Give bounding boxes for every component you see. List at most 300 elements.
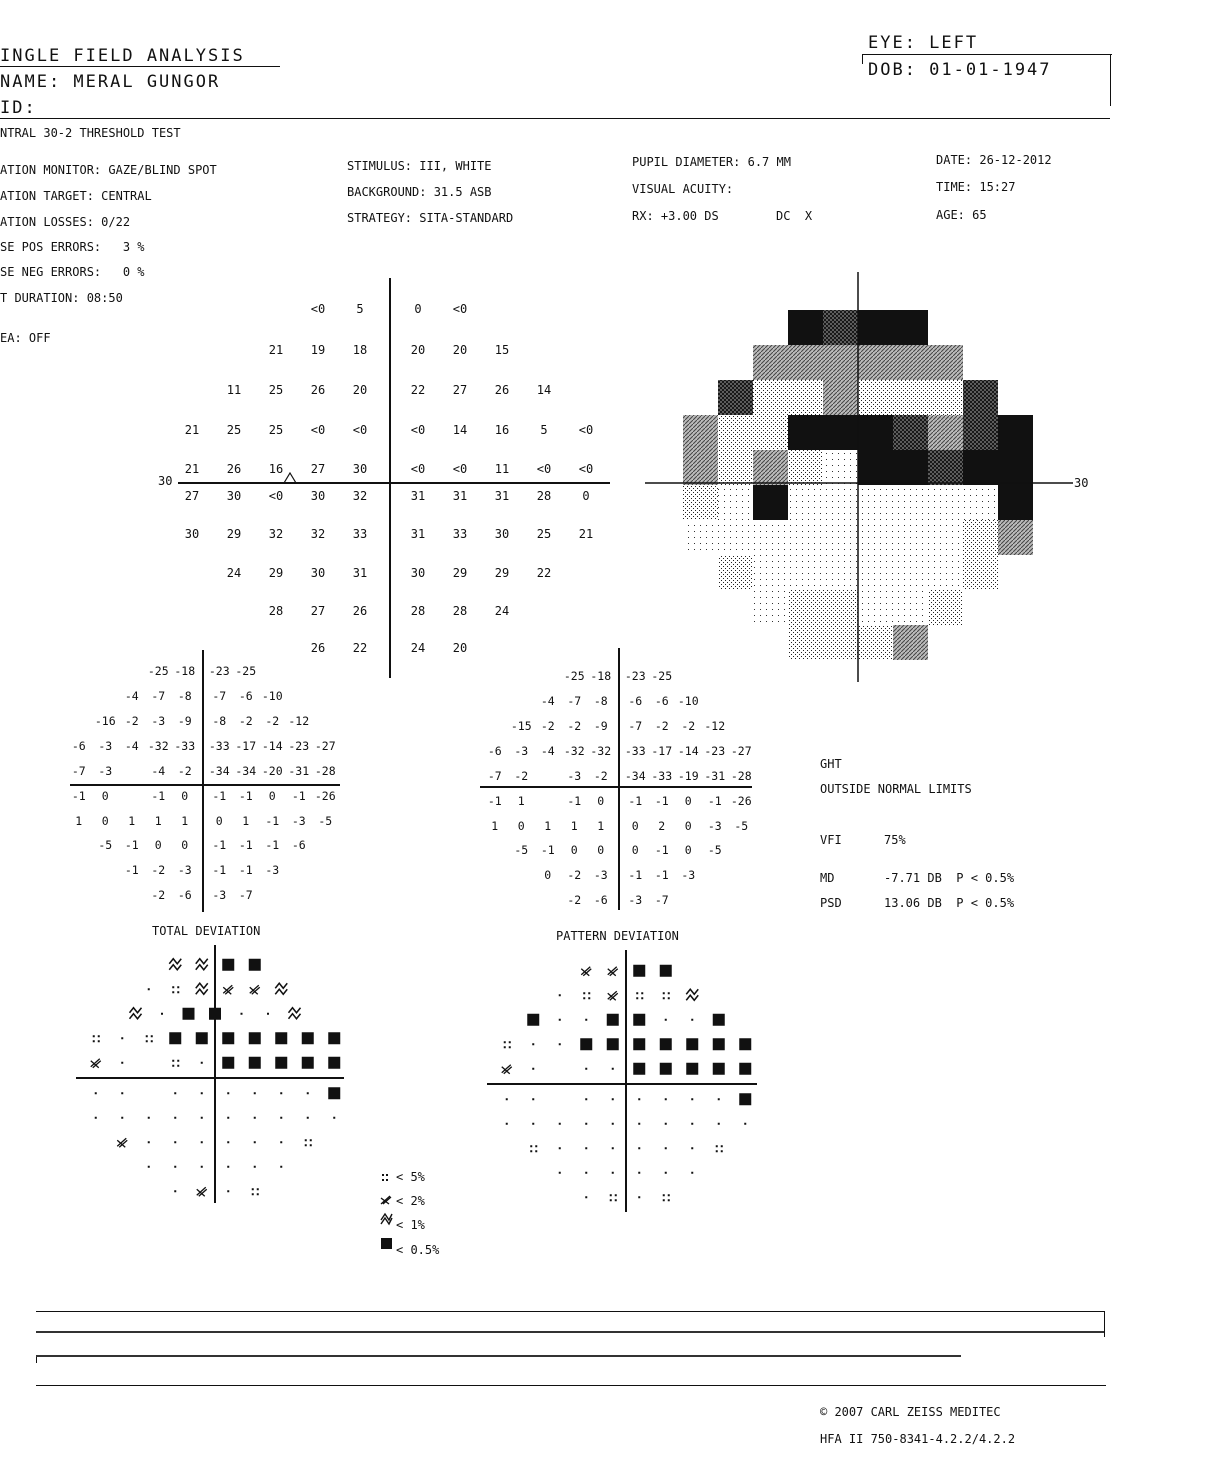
pd-prob-symbol — [607, 1038, 619, 1050]
legend-symbol-1-icon — [381, 1214, 392, 1224]
legend-05: < 0.5% — [396, 1243, 440, 1257]
pd-grid-value: -2 — [681, 719, 696, 733]
td-prob-symbol — [302, 1032, 314, 1044]
td-prob-symbol — [130, 1008, 142, 1019]
threshold-grid-value: 25 — [268, 383, 284, 397]
pd-grid-value: -7 — [567, 694, 582, 708]
td-prob-symbol — [249, 959, 261, 971]
pd-prob-symbol — [530, 1145, 537, 1152]
greyscale-cell — [718, 380, 753, 415]
dob-label: DOB: 01-01-1947 — [868, 60, 1052, 80]
col1-line: ATION MONITOR: GAZE/BLIND SPOT — [0, 163, 217, 177]
greyscale-cell — [858, 345, 893, 380]
greyscale-cell — [858, 520, 893, 555]
threshold-grid-value: 20 — [352, 383, 368, 397]
td-prob-symbol — [280, 1092, 282, 1094]
pd-grid-value: -19 — [677, 769, 699, 783]
threshold-grid-value: 28 — [410, 604, 426, 618]
td-prob-symbol — [91, 1059, 101, 1068]
threshold-grid-value: 28 — [452, 604, 468, 618]
pd-prob-symbol — [718, 1098, 720, 1100]
td-prob-symbol — [209, 1008, 221, 1020]
pd-prob-symbol — [638, 1123, 640, 1125]
col1-line: SE NEG ERRORS: 0 % — [0, 265, 145, 279]
pd-prob-symbol — [691, 1172, 693, 1174]
col1-line: ATION TARGET: CENTRAL — [0, 189, 152, 203]
td-grid-value: -4 — [124, 689, 139, 703]
td-prob-symbol — [201, 1092, 203, 1094]
pd-grid-value: -2 — [514, 769, 529, 783]
pd-prob-symbol — [633, 1038, 645, 1050]
threshold-grid-value: <0 — [410, 423, 426, 437]
td-grid-value: 0 — [181, 838, 189, 852]
threshold-grid-value: 11 — [226, 383, 242, 397]
threshold-grid-value: 32 — [268, 527, 284, 541]
greyscale-cell — [718, 555, 753, 590]
td-prob-symbol — [222, 959, 234, 971]
pd-grid-value: -1 — [654, 868, 669, 882]
pd-grid-value: 1 — [491, 819, 499, 833]
greyscale-cell — [858, 590, 893, 625]
pd-grid-value: 0 — [544, 868, 552, 882]
threshold-grid-value: 27 — [310, 462, 326, 476]
threshold-grid-value: 24 — [410, 641, 426, 655]
td-grid-value: -1 — [265, 814, 280, 828]
td-grid-value: -3 — [177, 863, 192, 877]
threshold-grid-value: <0 — [410, 462, 426, 476]
pd-grid-value: -5 — [734, 819, 749, 833]
threshold-grid-value: 11 — [494, 462, 510, 476]
pd-grid-value: -32 — [590, 744, 612, 758]
col3-line: VISUAL ACUITY: — [632, 182, 734, 196]
pd-prob-symbol — [527, 1014, 539, 1026]
td-grid-value: -5 — [318, 814, 333, 828]
greyscale-cell — [928, 450, 963, 485]
copyright: © 2007 CARL ZEISS MEDITEC — [820, 1405, 1001, 1419]
td-grid-value: 1 — [181, 814, 189, 828]
threshold-grid-value: 26 — [352, 604, 368, 618]
pd-grid-value: -6 — [487, 744, 502, 758]
td-prob-symbol — [196, 959, 208, 970]
pd-prob-symbol — [532, 1123, 534, 1125]
td-grid-value: -10 — [261, 689, 283, 703]
threshold-grid-value: 30 — [410, 566, 426, 580]
threshold-grid-value: 26 — [226, 462, 242, 476]
greyscale-cell — [893, 345, 928, 380]
greyscale-cell — [858, 380, 893, 415]
pd-prob-symbol — [713, 1038, 725, 1050]
pd-prob-symbol — [718, 1123, 720, 1125]
col4-line: AGE: 65 — [936, 208, 987, 222]
threshold-grid-value: 25 — [536, 527, 552, 541]
col1-line: T DURATION: 08:50 — [0, 291, 123, 305]
threshold-grid-value: 5 — [540, 423, 548, 437]
threshold-grid-value: <0 — [268, 489, 284, 503]
threshold-grid-value: 28 — [536, 489, 552, 503]
threshold-grid-value: 30 — [184, 527, 200, 541]
td-grid-value: -1 — [212, 789, 227, 803]
td-grid-value: -26 — [314, 789, 336, 803]
td-grid-value: 1 — [128, 814, 136, 828]
td-grid-value: -33 — [208, 739, 230, 753]
greyscale-cell — [823, 590, 858, 625]
greyscale-cell — [893, 450, 928, 485]
greyscale-cell — [823, 310, 858, 345]
pd-grid-value: -4 — [540, 694, 555, 708]
greyscale-cell — [998, 485, 1033, 520]
pd-grid-value: -10 — [677, 694, 699, 708]
greyscale-cell — [788, 345, 823, 380]
threshold-grid-value: 22 — [536, 566, 552, 580]
pd-grid-value: -5 — [707, 843, 722, 857]
td-prob-symbol — [328, 1087, 340, 1099]
td-prob-symbol — [280, 1117, 282, 1119]
greyscale-cell — [893, 625, 928, 660]
td-grid-value: -12 — [288, 714, 310, 728]
pd-grid-value: -31 — [704, 769, 726, 783]
pd-grid-value: -3 — [567, 769, 582, 783]
td-prob-symbol — [275, 983, 287, 994]
pd-grid-value: -6 — [628, 694, 643, 708]
td-grid-value: -1 — [291, 789, 306, 803]
pd-prob-symbol — [660, 1038, 672, 1050]
greyscale-cell — [753, 485, 788, 520]
pd-grid-value: -17 — [651, 744, 673, 758]
threshold-grid-value: 20 — [452, 641, 468, 655]
pd-grid-value: 1 — [570, 819, 578, 833]
td-grid-value: -2 — [265, 714, 280, 728]
td-grid-value: -3 — [212, 888, 227, 902]
pd-grid-value: -1 — [707, 794, 722, 808]
td-grid-value: -1 — [238, 838, 253, 852]
greyscale-cell — [858, 450, 893, 485]
threshold-grid-value: 22 — [352, 641, 368, 655]
td-prob-symbol — [305, 1139, 312, 1146]
threshold-grid-value: 0 — [582, 489, 590, 503]
pd-grid-value: 2 — [658, 819, 666, 833]
greyscale-cell — [998, 520, 1033, 555]
td-grid-value: -32 — [147, 739, 169, 753]
threshold-grid-value: 30 — [310, 566, 326, 580]
greyscale-cell — [718, 520, 753, 555]
td-grid-value: -1 — [238, 789, 253, 803]
td-grid-value: -1 — [265, 838, 280, 852]
td-prob-symbol — [169, 959, 181, 970]
greyscale-cell — [823, 380, 858, 415]
pd-prob-symbol — [665, 1019, 667, 1021]
pd-grid-value: 0 — [631, 843, 639, 857]
pd-prob-symbol — [691, 1098, 693, 1100]
threshold-grid-value: 33 — [452, 527, 468, 541]
pd-prob-symbol — [581, 967, 591, 976]
td-grid-value: -2 — [151, 863, 166, 877]
threshold-grid-value: 30 — [310, 489, 326, 503]
td-grid-value: -8 — [177, 689, 192, 703]
pd-prob-symbol — [585, 1147, 587, 1149]
td-grid-value: -6 — [291, 838, 306, 852]
td-grid-value: -3 — [98, 764, 113, 778]
greyscale-cell — [858, 555, 893, 590]
pd-grid-value: -1 — [654, 794, 669, 808]
pd-prob-symbol — [559, 1019, 561, 1021]
pd-prob-symbol — [607, 1014, 619, 1026]
threshold-vertical-axis — [389, 278, 391, 678]
greyscale-cell — [718, 415, 753, 450]
patient-name: NAME: MERAL GUNGOR — [0, 72, 221, 92]
td-prob-symbol — [121, 1062, 123, 1064]
greyscale-cell — [788, 415, 823, 450]
threshold-grid-value: 0 — [414, 302, 422, 316]
pd-grid-value: 1 — [597, 819, 605, 833]
greyscale-cell — [963, 415, 998, 450]
td-prob-symbol — [172, 1060, 179, 1067]
threshold-grid-value: 26 — [494, 383, 510, 397]
td-grid-value: 0 — [154, 838, 162, 852]
col2-line: STRATEGY: SITA-STANDARD — [347, 211, 514, 225]
td-prob-symbol — [148, 988, 150, 990]
greyscale-cell — [683, 415, 718, 450]
threshold-grid-value: 24 — [494, 604, 510, 618]
greyscale-cell — [893, 520, 928, 555]
greyscale-cell — [788, 450, 823, 485]
pd-grid-value: -28 — [730, 769, 752, 783]
legend-symbol-5-icon — [382, 1174, 388, 1181]
td-grid-value: -34 — [208, 764, 230, 778]
td-grid-value: -23 — [288, 739, 310, 753]
pd-grid-value: 0 — [631, 819, 639, 833]
greyscale-cell — [788, 310, 823, 345]
td-prob-symbol — [267, 1013, 269, 1015]
td-grid-value: -4 — [151, 764, 166, 778]
td-prob-symbol — [249, 1032, 261, 1044]
greyscale-cell — [823, 450, 858, 485]
pd-grid-value: -33 — [624, 744, 646, 758]
pd-horizontal-axis — [480, 786, 752, 788]
pd-prob-symbol — [506, 1098, 508, 1100]
col2-line: BACKGROUND: 31.5 ASB — [347, 185, 492, 199]
td-prob-symbol — [328, 1057, 340, 1069]
pd-prob-symbol — [506, 1123, 508, 1125]
td-horizontal-axis — [70, 784, 340, 786]
threshold-grid-value: 20 — [452, 343, 468, 357]
pd-prob-symbol — [585, 1172, 587, 1174]
pd-grid-value: -25 — [651, 669, 673, 683]
pd-grid-value: -3 — [593, 868, 608, 882]
pd-prob-symbol — [638, 1172, 640, 1174]
td-grid-value: 0 — [101, 789, 109, 803]
td-prob-symbol — [174, 1190, 176, 1192]
td-prob-symbol — [227, 1117, 229, 1119]
greyscale-cell — [753, 590, 788, 625]
pd-prob-symbol — [633, 1063, 645, 1075]
td-prob-symbol — [280, 1141, 282, 1143]
pd-grid-value: -2 — [567, 868, 582, 882]
footer-line-3 — [36, 1355, 961, 1357]
greyscale-cell — [893, 415, 928, 450]
td-grid-value: -28 — [314, 764, 336, 778]
td-prob-symbol — [201, 1117, 203, 1119]
greyscale-axis-label-right: 30 — [1074, 476, 1089, 490]
pd-prob-symbol — [691, 1019, 693, 1021]
greyscale-cell — [963, 555, 998, 590]
md-value: -7.71 DB P < 0.5% — [884, 871, 1015, 885]
pd-prob-symbol — [686, 1038, 698, 1050]
td-prob-symbol — [250, 985, 260, 994]
td-prob-symbol — [227, 1166, 229, 1168]
pd-grid-value: -25 — [563, 669, 585, 683]
threshold-grid-value: 31 — [452, 489, 468, 503]
td-prob-symbol — [302, 1057, 314, 1069]
threshold-grid-value: 26 — [310, 383, 326, 397]
td-grid-value: -3 — [265, 863, 280, 877]
td-prob-symbol — [196, 1032, 208, 1044]
td-prob-symbol — [201, 1141, 203, 1143]
threshold-grid-value: <0 — [452, 302, 468, 316]
threshold-grid-value: 33 — [352, 527, 368, 541]
pattern-deviation-label: PATTERN DEVIATION — [556, 929, 679, 943]
td-prob-symbol — [223, 985, 233, 994]
greyscale-cell — [788, 590, 823, 625]
greyscale-cell — [928, 380, 963, 415]
td-prob-symbol — [333, 1117, 335, 1119]
td-prob-symbol — [227, 1092, 229, 1094]
td-grid-value: -14 — [261, 739, 283, 753]
greyscale-cell — [683, 520, 718, 555]
pd-grid-value: -23 — [704, 744, 726, 758]
td-prob-symbol — [169, 1032, 181, 1044]
pd-grid-value: -9 — [593, 719, 608, 733]
greyscale-cell — [753, 555, 788, 590]
threshold-grid-value: 20 — [410, 343, 426, 357]
td-prob-symbol — [174, 1141, 176, 1143]
td-prob-symbol — [227, 1190, 229, 1192]
pd-prob-symbol — [665, 1098, 667, 1100]
threshold-grid-value: 5 — [356, 302, 364, 316]
threshold-horizontal-axis — [178, 482, 610, 484]
pd-grid-value: -26 — [730, 794, 752, 808]
threshold-grid-value: <0 — [352, 423, 368, 437]
col4-line: DATE: 26-12-2012 — [936, 153, 1052, 167]
td-grid-value: -3 — [151, 714, 166, 728]
greyscale-cell — [858, 310, 893, 345]
greyscale-cell — [858, 415, 893, 450]
td-prob-symbol — [148, 1117, 150, 1119]
legend-2: < 2% — [396, 1194, 425, 1208]
pd-grid-value: 0 — [597, 794, 605, 808]
td-grid-value: -7 — [71, 764, 86, 778]
td-prob-symbol — [307, 1092, 309, 1094]
greyscale-cell — [858, 485, 893, 520]
col2-line: STIMULUS: III, WHITE — [347, 159, 492, 173]
greyscale-cell — [928, 415, 963, 450]
pd-prob-symbol — [583, 992, 590, 999]
greyscale-cell — [928, 485, 963, 520]
td-grid-value: -9 — [177, 714, 192, 728]
td-grid-value: -1 — [71, 789, 86, 803]
pd-prob-symbol — [665, 1147, 667, 1149]
threshold-grid-value: 27 — [184, 489, 200, 503]
pd-prob-symbol — [633, 1014, 645, 1026]
pd-prob-symbol — [608, 967, 618, 976]
threshold-grid-value: 28 — [268, 604, 284, 618]
td-grid-value: -7 — [151, 689, 166, 703]
greyscale-cell — [963, 380, 998, 415]
td-prob-symbol — [95, 1092, 97, 1094]
greyscale-cell — [928, 555, 963, 590]
td-prob-symbol — [161, 1013, 163, 1015]
td-prob-symbol — [197, 1187, 207, 1196]
threshold-grid-value: <0 — [578, 462, 594, 476]
threshold-grid-value: 27 — [452, 383, 468, 397]
legend-symbols — [380, 1170, 394, 1260]
pd-grid-value: -34 — [624, 769, 646, 783]
td-prob-symbol — [252, 1188, 259, 1195]
td-grid-value: -2 — [238, 714, 253, 728]
pd-grid-value: 0 — [684, 794, 692, 808]
threshold-axis-label-left: 30 — [158, 474, 173, 488]
pd-grid-value: -27 — [730, 744, 752, 758]
pd-prob-symbol — [638, 1196, 640, 1198]
threshold-grid-value: 31 — [352, 566, 368, 580]
pd-prob-symbol — [660, 965, 672, 977]
col1-line: ATION LOSSES: 0/22 — [0, 215, 131, 229]
threshold-grid-value: <0 — [310, 302, 326, 316]
greyscale-cell — [858, 625, 893, 660]
threshold-grid-value: 16 — [494, 423, 510, 437]
greyscale-cell — [753, 380, 788, 415]
total-deviation-label: TOTAL DEVIATION — [152, 924, 261, 938]
pd-grid-value: -3 — [628, 893, 643, 907]
td-prob-symbol — [254, 1117, 256, 1119]
pd-prob-symbol — [686, 1063, 698, 1075]
td-grid-value: 1 — [242, 814, 250, 828]
threshold-grid-value: 21 — [268, 343, 284, 357]
pd-grid-value: -14 — [677, 744, 699, 758]
threshold-grid-value: 27 — [310, 604, 326, 618]
ght-label: GHT — [820, 757, 842, 771]
td-prob-symbol — [275, 1057, 287, 1069]
greyscale-cell — [788, 625, 823, 660]
td-grid-value: -1 — [124, 838, 139, 852]
greyscale-cell — [823, 555, 858, 590]
pd-grid-value: -7 — [487, 769, 502, 783]
td-grid-value: -2 — [151, 888, 166, 902]
td-grid-value: -1 — [124, 863, 139, 877]
threshold-grid-value: 25 — [226, 423, 242, 437]
td-grid-value: -27 — [314, 739, 336, 753]
pd-grid-value: -2 — [593, 769, 608, 783]
td-prob-symbol — [222, 1057, 234, 1069]
pd-prob-symbol — [585, 1068, 587, 1070]
td-prob-symbol — [201, 1166, 203, 1168]
td-prob-symbol — [174, 1117, 176, 1119]
threshold-grid-value: 29 — [268, 566, 284, 580]
threshold-grid-value: 18 — [352, 343, 368, 357]
greyscale-cell — [893, 555, 928, 590]
eye-label: EYE: LEFT — [868, 33, 979, 53]
threshold-grid-value: 15 — [494, 343, 510, 357]
threshold-grid-value: 31 — [410, 527, 426, 541]
pd-prob-symbol — [585, 1019, 587, 1021]
td-grid-value: -33 — [174, 739, 196, 753]
td-prob-symbol — [254, 1141, 256, 1143]
pd-grid-value: -2 — [540, 719, 555, 733]
pd-prob-symbol — [713, 1063, 725, 1075]
pd-grid-value: -1 — [628, 868, 643, 882]
greyscale-cell — [788, 380, 823, 415]
td-grid-value: 0 — [268, 789, 276, 803]
td-grid-value: -34 — [235, 764, 257, 778]
